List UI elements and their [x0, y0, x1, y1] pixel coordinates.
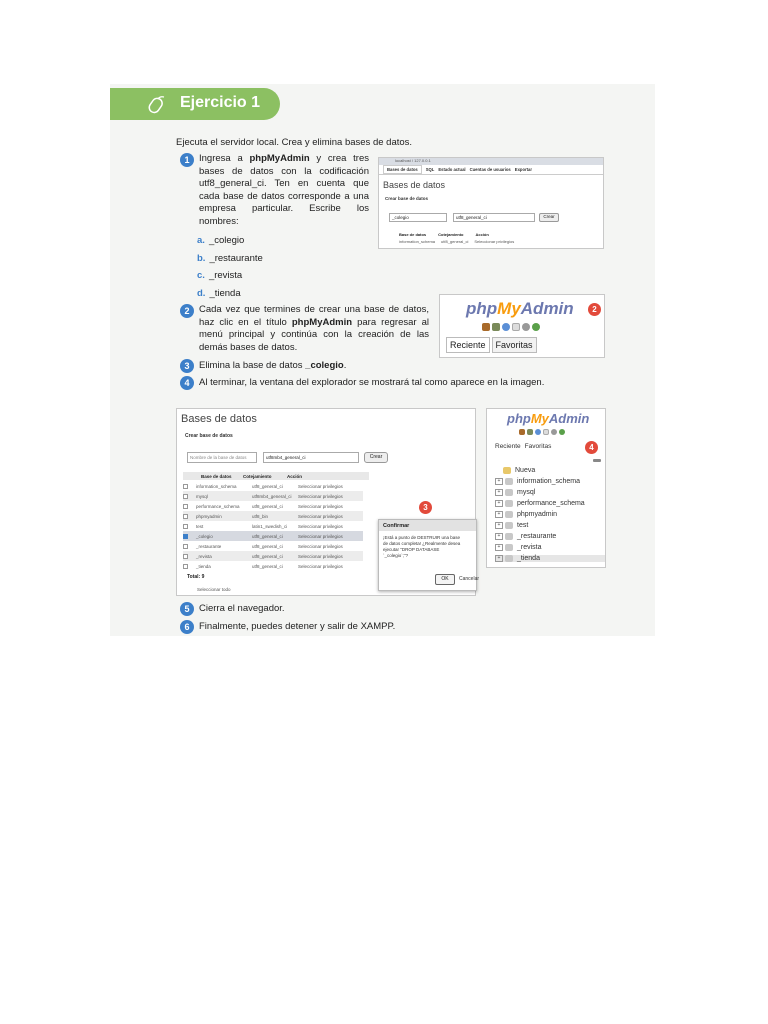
tree-item-new[interactable]: Nueva [503, 467, 535, 474]
reload-icon[interactable] [559, 429, 565, 435]
callout-badge: 3 [419, 501, 432, 514]
tree-item[interactable]: + information_schema [495, 478, 580, 485]
home-icon[interactable] [519, 429, 525, 435]
collapse-icon[interactable] [593, 459, 601, 462]
nav-tabs [446, 337, 537, 353]
exercise-title: Ejercicio 1 [180, 94, 261, 111]
cancel-button[interactable]: Cancelar [459, 576, 480, 582]
tab-sql[interactable]: SQL [425, 167, 435, 172]
table-row[interactable]: test latin1_swedish_ci Seleccionar privilegios [183, 521, 363, 531]
tab-status[interactable]: Estado actual [438, 167, 466, 172]
screenshot-create-db [378, 157, 604, 249]
list-item: a. _colegio [197, 235, 245, 246]
step-text: Finalmente, puedes detener y salir de XAMPP. [199, 621, 396, 632]
confirm-dialog [378, 519, 480, 591]
create-button[interactable]: Crear [364, 452, 388, 463]
callout-badge: 4 [585, 441, 598, 454]
db-name-input[interactable]: Nombre de la base de datos [187, 452, 257, 463]
logout-icon[interactable] [527, 429, 533, 435]
tree-item[interactable]: + performance_schema [495, 500, 585, 507]
table-row[interactable]: information_schema utf8_general_ci Seleccionar privilegios [183, 481, 363, 491]
screenshot-navigation [486, 408, 606, 568]
tree-item[interactable]: + phpmyadmin [495, 511, 557, 518]
dialog-message: ¡Está a punto de DESTRUIR una base de datos completa! ¿Realmente desea ejecutar "DROP DATABASE `_colegio`;"? [383, 535, 461, 558]
nav-icons [519, 429, 565, 435]
nav-tabs [495, 443, 551, 450]
logout-icon[interactable] [492, 323, 500, 331]
list-item: b. _restaurante [197, 253, 263, 264]
table-row[interactable]: _revista utf8_general_ci Seleccionar privilegios [183, 551, 363, 561]
create-db-label: Crear base de datos [185, 433, 233, 439]
tab-favorites[interactable]: Favoritas [524, 443, 552, 450]
docs-icon[interactable] [512, 323, 520, 331]
docs-icon[interactable] [543, 429, 549, 435]
gear-icon[interactable] [551, 429, 557, 435]
section-heading: Bases de datos [383, 180, 446, 190]
table-row[interactable]: _tienda utf8_general_ci Seleccionar privilegios [183, 561, 363, 571]
tab-export[interactable]: Exportar [514, 167, 533, 172]
collation-select[interactable]: utf8mb4_general_ci [263, 452, 359, 463]
dialog-title: Confirmar [379, 520, 476, 531]
nav-icons [482, 323, 540, 331]
table-row[interactable]: phpmyadmin utf8_bin Seleccionar privilegios [183, 511, 363, 521]
ok-button[interactable]: OK [435, 574, 455, 585]
tab-recent[interactable]: Reciente [495, 443, 521, 450]
step-text: Ingresa a phpMyAdmin y crea tres bases de datos con la codificación utf8_general_ci. Ten en cuenta que cada base de datos corresponde a una empresa particular. Escribe los nombres: [199, 153, 369, 227]
tab-databases[interactable]: Bases de datos [383, 165, 422, 174]
table-row[interactable]: performance_schema utf8_general_ci Seleccionar privilegios [183, 501, 363, 511]
screenshot-databases [176, 408, 480, 596]
step-number: 4 [180, 376, 194, 390]
step-number: 2 [180, 304, 194, 318]
tree-item[interactable]: + _restaurante [495, 533, 556, 540]
callout-badge: 2 [588, 303, 601, 316]
intro-text: Ejecuta el servidor local. Crea y elimina bases de datos. [176, 137, 413, 148]
tree-item[interactable]: + test [495, 522, 528, 529]
help-icon[interactable] [502, 323, 510, 331]
collation-select[interactable]: utf8_general_ci [453, 213, 535, 222]
home-icon[interactable] [482, 323, 490, 331]
step-text: Cada vez que termines de crear una base de datos, haz clic en el título phpMyAdmin para regresar al menú principal y continúa con la creación de las demás bases de datos. [199, 304, 429, 353]
tab-recent[interactable]: Reciente [446, 337, 490, 353]
tree-item[interactable]: + _revista [495, 544, 542, 551]
db-name-input[interactable]: _colegio [389, 213, 447, 222]
gear-icon[interactable] [522, 323, 530, 331]
mouse-icon [146, 94, 168, 116]
section-heading: Bases de datos [181, 413, 257, 425]
table-row-selected[interactable]: _colegio utf8_general_ci Seleccionar privilegios [183, 531, 363, 541]
reload-icon[interactable] [532, 323, 540, 331]
total-count: Total: 9 [187, 574, 205, 580]
step-text: Al terminar, la ventana del explorador se mostrará tal como aparece en la imagen. [199, 377, 545, 388]
step-number: 3 [180, 359, 194, 373]
list-item: d. _tienda [197, 288, 241, 299]
tree-item[interactable]: + mysql [495, 489, 535, 496]
create-db-label: Crear base de datos [385, 196, 429, 201]
table-row[interactable]: mysql utf8mb4_general_ci Seleccionar privilegios [183, 491, 363, 501]
step-text: Cierra el navegador. [199, 603, 285, 614]
select-all-link[interactable]: Seleccionar todo [197, 587, 231, 592]
table-header: Base de datos Cotejamiento Acción [399, 232, 489, 237]
step-text: Elimina la base de datos _colegio. [199, 360, 347, 371]
tab-favorites[interactable]: Favoritas [492, 337, 537, 353]
table-row[interactable]: _restaurante utf8_general_ci Seleccionar privilegios [183, 541, 363, 551]
tab-bar [379, 165, 603, 175]
list-item: c. _revista [197, 270, 243, 281]
table-header: Base de datos Cotejamiento Acción [183, 472, 369, 480]
step-number: 5 [180, 602, 194, 616]
window-title: localhost / 127.0.0.1 [379, 158, 603, 165]
phpmyadmin-logo[interactable]: phpMyAdmin [466, 299, 574, 318]
tab-users[interactable]: Cuentas de usuarios [469, 167, 511, 172]
create-button[interactable]: Crear [539, 213, 559, 222]
screenshot-logo [439, 294, 605, 358]
step-number: 1 [180, 153, 194, 167]
tree-item[interactable]: + _tienda [495, 555, 605, 562]
phpmyadmin-logo[interactable]: phpMyAdmin [507, 411, 590, 426]
help-icon[interactable] [535, 429, 541, 435]
step-number: 6 [180, 620, 194, 634]
table-row: information_schema utf8_general_ci Seleccionar privilegios [399, 239, 515, 244]
